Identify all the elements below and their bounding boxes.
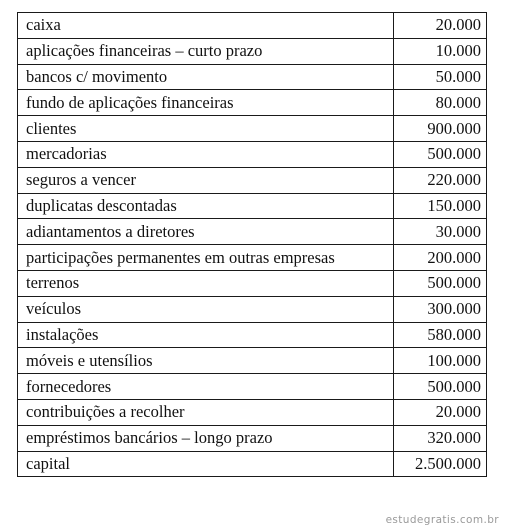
table-row bbox=[18, 245, 487, 271]
ledger-table-container bbox=[17, 12, 486, 477]
table-row bbox=[18, 13, 487, 39]
account-value-cell: 2.500.000 bbox=[394, 451, 487, 477]
table-row bbox=[18, 116, 487, 142]
table-row bbox=[18, 322, 487, 348]
account-name-cell: participações permanentes em outras empresas bbox=[18, 245, 394, 271]
table-row bbox=[18, 167, 487, 193]
account-name-cell: instalações bbox=[18, 322, 394, 348]
table-row bbox=[18, 90, 487, 116]
account-name-cell: veículos bbox=[18, 296, 394, 322]
account-value-cell: 20.000 bbox=[394, 13, 487, 39]
account-name-cell: duplicatas descontadas bbox=[18, 193, 394, 219]
site-watermark: estudegratis.com.br bbox=[385, 514, 499, 526]
table-row bbox=[18, 425, 487, 451]
account-value-cell: 500.000 bbox=[394, 270, 487, 296]
account-value-cell: 320.000 bbox=[394, 425, 487, 451]
table-row bbox=[18, 38, 487, 64]
account-value-cell: 500.000 bbox=[394, 141, 487, 167]
table-row bbox=[18, 270, 487, 296]
account-value-cell: 30.000 bbox=[394, 219, 487, 245]
account-name-cell: bancos c/ movimento bbox=[18, 64, 394, 90]
account-name-cell: clientes bbox=[18, 116, 394, 142]
table-row bbox=[18, 451, 487, 477]
account-name-cell: contribuições a recolher bbox=[18, 399, 394, 425]
account-name-cell: seguros a vencer bbox=[18, 167, 394, 193]
account-value-cell: 80.000 bbox=[394, 90, 487, 116]
table-row bbox=[18, 64, 487, 90]
table-row bbox=[18, 296, 487, 322]
table-row bbox=[18, 374, 487, 400]
account-name-cell: empréstimos bancários – longo prazo bbox=[18, 425, 394, 451]
account-value-cell: 220.000 bbox=[394, 167, 487, 193]
account-value-cell: 20.000 bbox=[394, 399, 487, 425]
table-row bbox=[18, 141, 487, 167]
account-value-cell: 10.000 bbox=[394, 38, 487, 64]
account-balance-table bbox=[17, 12, 487, 477]
account-value-cell: 300.000 bbox=[394, 296, 487, 322]
account-value-cell: 580.000 bbox=[394, 322, 487, 348]
table-row bbox=[18, 348, 487, 374]
account-name-cell: terrenos bbox=[18, 270, 394, 296]
account-name-cell: adiantamentos a diretores bbox=[18, 219, 394, 245]
account-name-cell: mercadorias bbox=[18, 141, 394, 167]
table-body bbox=[18, 13, 487, 477]
account-value-cell: 500.000 bbox=[394, 374, 487, 400]
account-value-cell: 900.000 bbox=[394, 116, 487, 142]
table-row bbox=[18, 399, 487, 425]
table-row bbox=[18, 193, 487, 219]
table-row bbox=[18, 219, 487, 245]
account-name-cell: fundo de aplicações financeiras bbox=[18, 90, 394, 116]
account-name-cell: capital bbox=[18, 451, 394, 477]
account-value-cell: 100.000 bbox=[394, 348, 487, 374]
account-name-cell: móveis e utensílios bbox=[18, 348, 394, 374]
account-value-cell: 200.000 bbox=[394, 245, 487, 271]
account-name-cell: caixa bbox=[18, 13, 394, 39]
account-name-cell: aplicações financeiras – curto prazo bbox=[18, 38, 394, 64]
account-value-cell: 50.000 bbox=[394, 64, 487, 90]
account-value-cell: 150.000 bbox=[394, 193, 487, 219]
account-name-cell: fornecedores bbox=[18, 374, 394, 400]
